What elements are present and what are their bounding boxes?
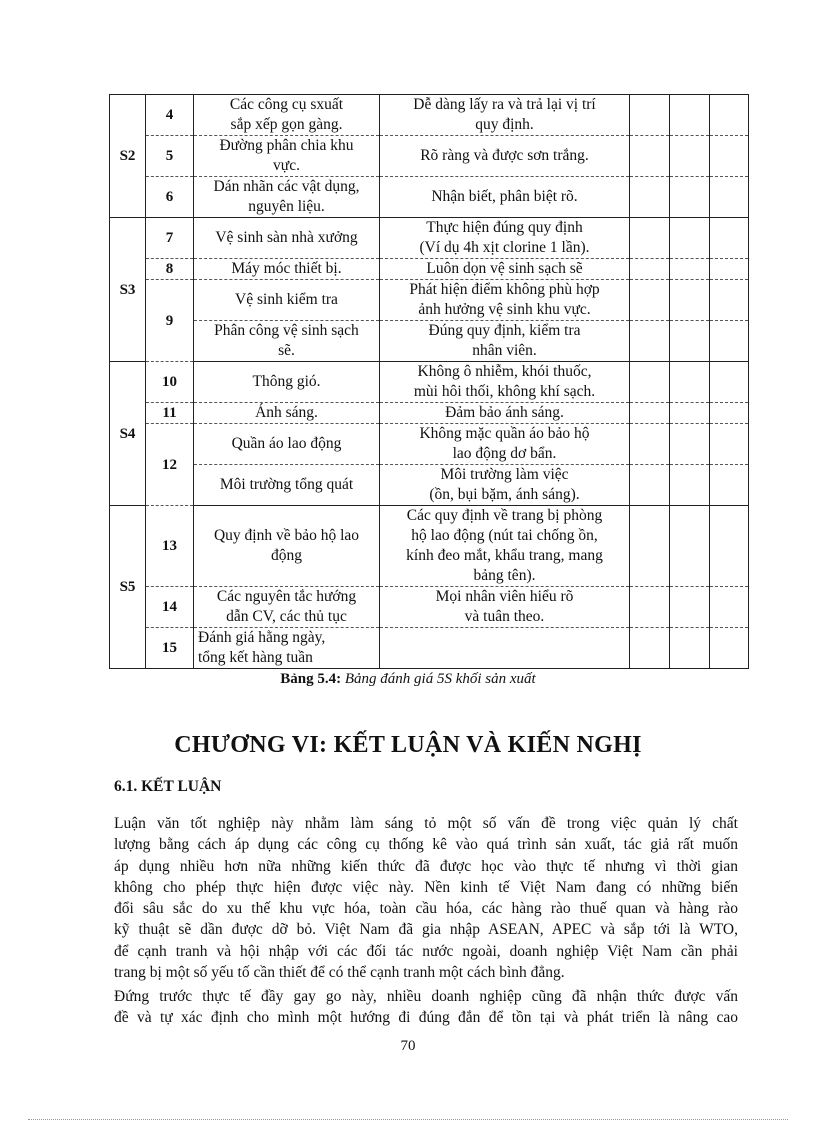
group-label: S4 xyxy=(110,362,146,506)
table-caption xyxy=(0,671,816,688)
table-row xyxy=(110,587,749,628)
table-row xyxy=(110,177,749,218)
score-cell xyxy=(630,506,670,587)
table-row xyxy=(110,403,749,424)
score-cell xyxy=(630,628,670,669)
score-cell xyxy=(630,465,670,506)
score-cell xyxy=(630,95,670,136)
score-cell xyxy=(630,218,670,259)
item-cell: Quy định về bảo hộ lao động xyxy=(194,506,380,587)
item-cell: Quần áo lao động xyxy=(194,424,380,465)
row-number: 10 xyxy=(146,362,194,403)
score-cell xyxy=(670,424,710,465)
score-cell xyxy=(630,136,670,177)
score-cell xyxy=(710,259,749,280)
evaluation-table xyxy=(109,94,749,669)
item-cell: Đánh giá hằng ngày, tổng kết hàng tuần xyxy=(194,628,380,669)
page-number: 70 xyxy=(400,1038,416,1054)
paragraph-conclusion-2: Đứng trước thực tế đầy gay go này, nhiều doanh nghiệp cũng đã nhận thức được vấn đề và tự xác định cho mình một hướng đi đúng đắn để tồn tại và phát triển là nâng cao xyxy=(114,988,738,1027)
criteria-cell: Luôn dọn vệ sinh sạch sẽ xyxy=(380,259,630,280)
table-row xyxy=(110,362,749,403)
score-cell xyxy=(670,628,710,669)
group-label: S2 xyxy=(110,95,146,218)
score-cell xyxy=(710,280,749,321)
score-cell xyxy=(670,465,710,506)
item-cell: Vệ sinh sàn nhà xưởng xyxy=(194,218,380,259)
criteria-cell xyxy=(380,628,630,669)
row-number: 12 xyxy=(146,424,194,506)
score-cell xyxy=(670,136,710,177)
score-cell xyxy=(710,321,749,362)
table-row xyxy=(110,506,749,587)
score-cell xyxy=(710,424,749,465)
score-cell xyxy=(630,362,670,403)
score-cell xyxy=(630,321,670,362)
section-title: 6.1. KẾT LUẬN xyxy=(114,778,222,795)
row-number: 15 xyxy=(146,628,194,669)
table-row xyxy=(110,321,749,362)
score-cell xyxy=(670,280,710,321)
score-cell xyxy=(710,218,749,259)
item-cell: Phân công vệ sinh sạch sẽ. xyxy=(194,321,380,362)
caption-text: Bảng đánh giá 5S khối sản xuất xyxy=(344,671,536,687)
item-cell: Các nguyên tắc hướng dẫn CV, các thủ tục xyxy=(194,587,380,628)
row-number: 14 xyxy=(146,587,194,628)
criteria-cell: Môi trường làm việc (ồn, bụi bặm, ánh sáng). xyxy=(380,465,630,506)
criteria-cell: Nhận biết, phân biệt rõ. xyxy=(380,177,630,218)
score-cell xyxy=(630,424,670,465)
score-cell xyxy=(630,280,670,321)
criteria-cell: Đúng quy định, kiểm tra nhân viên. xyxy=(380,321,630,362)
item-cell: Các công cụ sxuất sắp xếp gọn gàng. xyxy=(194,95,380,136)
table-row xyxy=(110,218,749,259)
score-cell xyxy=(630,259,670,280)
table-row xyxy=(110,628,749,669)
score-cell xyxy=(710,506,749,587)
criteria-cell: Các quy định về trang bị phòng hộ lao động (nút tai chống ồn, kính đeo mắt, khẩu trang, mang bảng tên). xyxy=(380,506,630,587)
criteria-cell: Dễ dàng lấy ra và trả lại vị trí quy định. xyxy=(380,95,630,136)
row-number: 13 xyxy=(146,506,194,587)
row-number: 8 xyxy=(146,259,194,280)
criteria-cell: Không ô nhiễm, khói thuốc, mùi hôi thối, không khí sạch. xyxy=(380,362,630,403)
score-cell xyxy=(670,403,710,424)
item-cell: Vệ sinh kiểm tra xyxy=(194,280,380,321)
row-number: 11 xyxy=(146,403,194,424)
criteria-cell: Mọi nhân viên hiểu rõ và tuân theo. xyxy=(380,587,630,628)
criteria-cell: Phát hiện điểm không phù hợp ảnh hưởng vệ sinh khu vực. xyxy=(380,280,630,321)
item-cell: Thông gió. xyxy=(194,362,380,403)
score-cell xyxy=(630,177,670,218)
criteria-cell: Rõ ràng và được sơn trắng. xyxy=(380,136,630,177)
score-cell xyxy=(710,362,749,403)
table-row xyxy=(110,95,749,136)
score-cell xyxy=(710,628,749,669)
row-number: 5 xyxy=(146,136,194,177)
item-cell: Máy móc thiết bị. xyxy=(194,259,380,280)
caption-label: Bảng 5.4: xyxy=(280,671,342,687)
score-cell xyxy=(710,95,749,136)
score-cell xyxy=(670,506,710,587)
item-cell: Ánh sáng. xyxy=(194,403,380,424)
score-cell xyxy=(670,362,710,403)
item-cell: Dán nhãn các vật dụng, nguyên liệu. xyxy=(194,177,380,218)
score-cell xyxy=(670,177,710,218)
row-number: 4 xyxy=(146,95,194,136)
group-label: S3 xyxy=(110,218,146,362)
score-cell xyxy=(710,587,749,628)
row-number: 7 xyxy=(146,218,194,259)
criteria-cell: Thực hiện đúng quy định (Ví dụ 4h xịt clorine 1 lần). xyxy=(380,218,630,259)
page-bottom-divider xyxy=(28,1119,788,1120)
row-number: 6 xyxy=(146,177,194,218)
score-cell xyxy=(710,136,749,177)
score-cell xyxy=(670,218,710,259)
score-cell xyxy=(670,259,710,280)
score-cell xyxy=(710,403,749,424)
table-row xyxy=(110,136,749,177)
table-row xyxy=(110,424,749,465)
table-row xyxy=(110,259,749,280)
item-cell: Môi trường tổng quát xyxy=(194,465,380,506)
score-cell xyxy=(710,465,749,506)
score-cell xyxy=(630,403,670,424)
score-cell xyxy=(670,587,710,628)
score-cell xyxy=(670,321,710,362)
paragraph-conclusion-1: Luận văn tốt nghiệp này nhằm làm sáng tỏ một số vấn đề trong việc quản lý chất lượng bằng cách áp dụng các công cụ thống kê vào quá trình sản xuất, tác giả rất muốn áp dụng nhiều hơn nữa những kiến thức đã được học vào thực tế nhưng vì thời gian không cho phép thực hiện được việc này. Nền kinh tế Việt Nam đang có những biến đổi sâu sắc do xu thế khu vực hóa, toàn cầu hóa, các hàng rào thuế quan và hàng rào kỹ thuật sẽ dần được dỡ bỏ. Việt Nam đã gia nhập ASEAN, APEC và sắp tới là WTO, để cạnh tranh và hội nhập với các đối tác nước ngoài, doanh nghiệp Việt Nam cần phải trang bị một số yếu tố cần thiết để có thể cạnh tranh một cách bình đẳng. xyxy=(114,815,738,982)
score-cell xyxy=(630,587,670,628)
criteria-cell: Không mặc quần áo bảo hộ lao động dơ bẩn. xyxy=(380,424,630,465)
table-row xyxy=(110,280,749,321)
group-label: S5 xyxy=(110,506,146,669)
chapter-title: CHƯƠNG VI: KẾT LUẬN VÀ KIẾN NGHỊ xyxy=(174,732,642,758)
criteria-cell: Đảm bảo ánh sáng. xyxy=(380,403,630,424)
score-cell xyxy=(710,177,749,218)
table-row xyxy=(110,465,749,506)
item-cell: Đường phân chia khu vực. xyxy=(194,136,380,177)
row-number: 9 xyxy=(146,280,194,362)
score-cell xyxy=(670,95,710,136)
